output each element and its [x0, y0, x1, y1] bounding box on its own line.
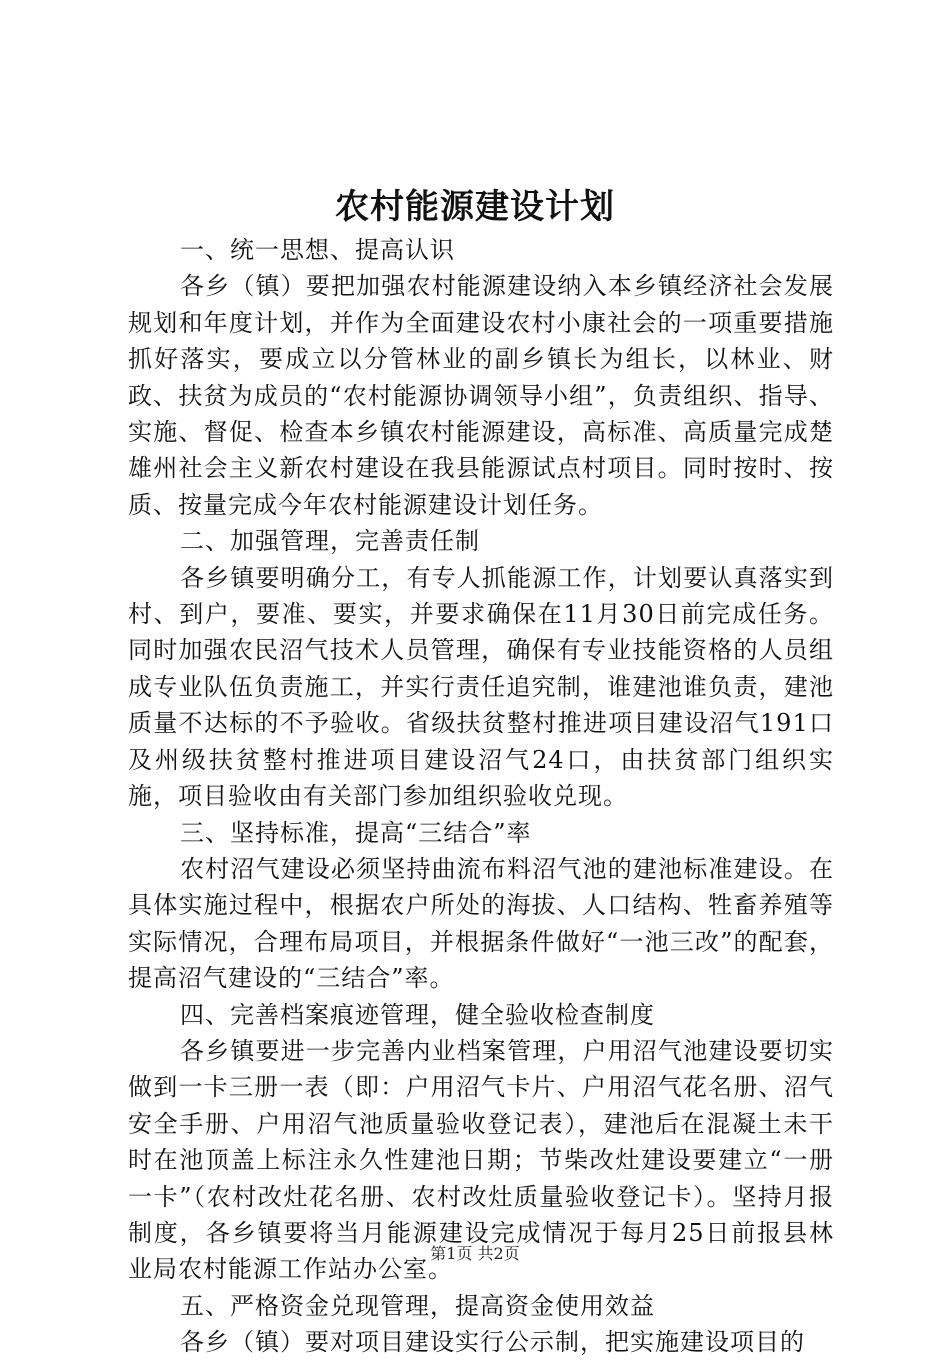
document-title: 农村能源建设计划: [335, 187, 615, 227]
section-heading: 五、严格资金兑现管理，提高资金使用效益: [180, 1291, 655, 1320]
section-paragraph: 各乡镇要进一步完善内业档案管理，户用沼气池建设要切实做到一卡三册一表（即：户用沼气卡片、户用沼气花名册、沼气安全手册、户用沼气池质量验收登记表），建池后在混凝土未干时在池顶盖上标注永久性建池日期；节柴改灶建设要建立“一册一卡”（农村改灶花名册、农村改灶质量验收登记卡）。坚持月报制度，各乡镇要将当月能源建设完成情况于每月25日前报县林业局农村能源工作站办公室。: [128, 1036, 834, 1284]
section-paragraph: 各乡（镇）要把加强农村能源建设纳入本乡镇经济社会发展规划和年度计划，并作为全面建设农村小康社会的一项重要措施抓好落实，要成立以分管林业的副乡镇长为组长，以林业、财政、扶贫为成员的“农村能源协调领导小组”，负责组织、指导、实施、督促、检查本乡镇农村能源建设，高标准、高质量完成楚雄州社会主义新农村建设在我县能源试点村项目。同时按时、按质、按量完成今年农村能源建设计划任务。: [128, 272, 834, 519]
section-paragraph: 农村沼气建设必须坚持曲流布料沼气池的建池标准建设。在具体实施过程中，根据农户所处的海拔、人口结构、牲畜养殖等实际情况，合理布局项目，并根据条件做好“一池三改”的配套，提高沼气建设的“三结合”率。: [128, 854, 834, 993]
document-body: [128, 232, 834, 1361]
page-number-footer: 第1页 共2页: [430, 1244, 520, 1263]
section-paragraph: 各乡（镇）要对项目建设实行公示制，把实施建设项目的: [180, 1328, 805, 1357]
section-heading: 二、加强管理，完善责任制: [180, 527, 480, 556]
section-paragraph: 各乡镇要明确分工，有专人抓能源工作，计划要认真落实到村、到户，要准、要实，并要求确保在11月30日前完成任务。同时加强农民沼气技术人员管理，确保有专业技能资格的人员组成专业队伍负责施工，并实行责任追究制，谁建池谁负责，建池质量不达标的不予验收。省级扶贫整村推进项目建设沼气191口及州级扶贫整村推进项目建设沼气24口，由扶贫部门组织实施，项目验收由有关部门参加组织验收兑现。: [128, 563, 834, 811]
section-heading: 四、完善档案痕迹管理，健全验收检查制度: [180, 1000, 655, 1029]
section-heading: 三、坚持标准，提高“三结合”率: [180, 818, 532, 847]
section-heading: 一、统一思想、提高认识: [180, 236, 455, 264]
